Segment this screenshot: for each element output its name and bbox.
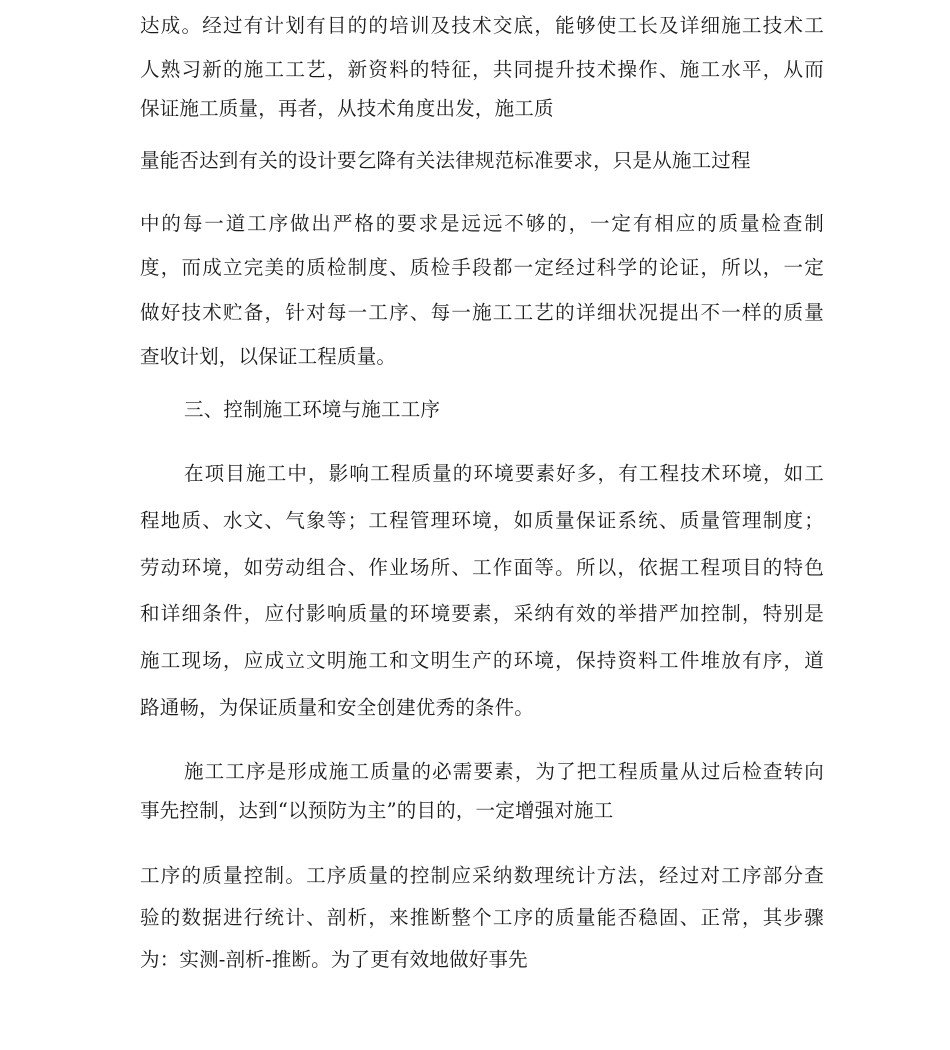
paragraph-line: 程地质、水文、气象等；工程管理环境，如质量保证系统、质量管理制度； — [140, 509, 824, 532]
paragraph-line: 事先控制，达到“以预防为主”的目的，一定增强对施工 — [140, 799, 614, 822]
paragraph-line: 做好技术贮备，针对每一工序、每一施工工艺的详细状况提出不一样的质量 — [140, 301, 824, 324]
paragraph-line: 度，而成立完美的质检制度、质检手段都一定经过科学的论证，所以，一定 — [140, 256, 824, 279]
paragraph-line: 在项目施工中，影响工程质量的环境要素好多，有工程技术环境，如工 — [184, 462, 824, 485]
paragraph-line: 验的数据进行统计、剖析，来推断整个工序的质量能否稳固、正常，其步骤 — [140, 906, 824, 929]
paragraph-line: 施工工序是形成施工质量的必需要素，为了把工程质量从过后检查转向 — [184, 760, 824, 783]
paragraph-line: 施工现场，应成立文明施工和文明生产的环境，保持资料工件堆放有序，道 — [140, 649, 824, 672]
paragraph-line: 查收计划，以保证工程质量。 — [140, 345, 397, 368]
section-heading: 三、控制施工环境与施工工序 — [184, 398, 441, 421]
paragraph-line: 路通畅，为保证质量和安全创建优秀的条件。 — [140, 696, 535, 719]
paragraph-line: 劳动环境，如劳动组合、作业场所、工作面等。所以，依据工程项目的特色 — [140, 556, 824, 579]
paragraph-line: 和详细条件，应付影响质量的环境要素，采纳有效的举措严加控制，特别是 — [140, 602, 824, 625]
paragraph-line: 中的每一道工序做出严格的要求是远远不够的，一定有相应的质量检查制 — [140, 212, 824, 235]
paragraph-line: 工序的质量控制。工序质量的控制应采纳数理统计方法，经过对工序部分查 — [140, 864, 824, 887]
paragraph-line: 为：实测-剖析-推断。为了更有效地做好事先 — [140, 948, 528, 971]
paragraph-line: 人熟习新的施工工艺，新资料的特征，共同提升技术操作、施工水平，从而 — [140, 58, 824, 81]
paragraph-line: 量能否达到有关的设计要乞降有关法律规范标准要求，只是从施工过程 — [140, 149, 751, 172]
paragraph-line: 达成。经过有计划有目的的培训及技术交底，能够使工长及详细施工技术工 — [140, 14, 824, 37]
paragraph-line: 保证施工质量，再者，从技术角度出发，施工质 — [140, 97, 554, 120]
